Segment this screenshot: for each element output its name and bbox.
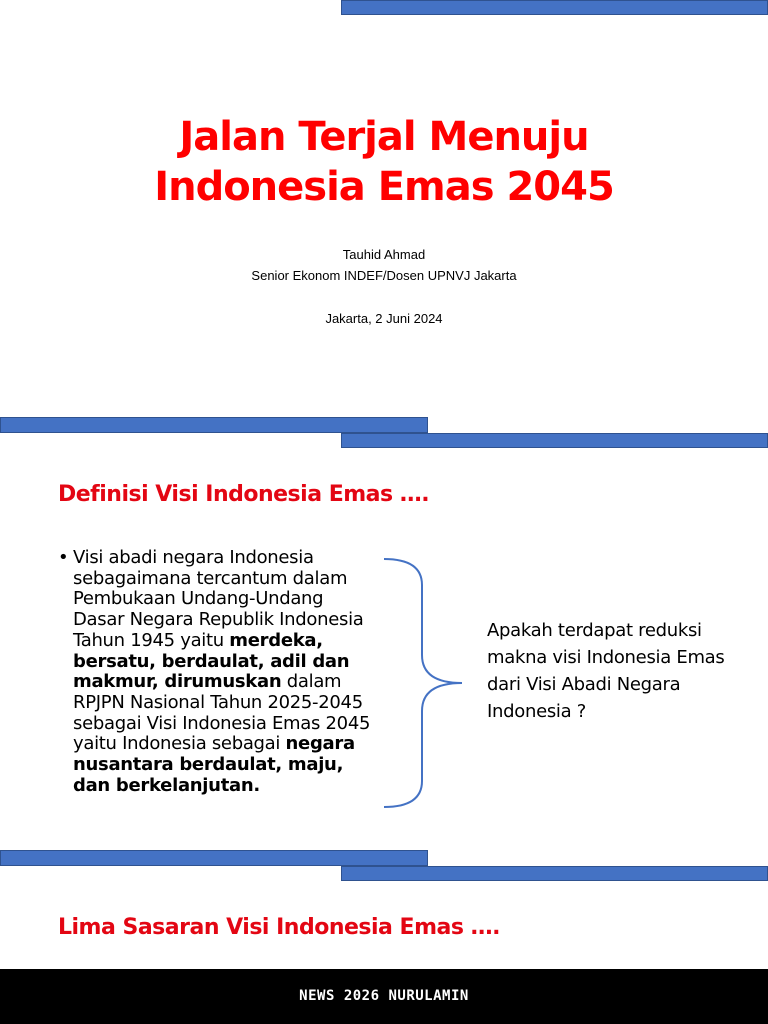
slide2-bullet xyxy=(58,548,378,796)
slide1-title xyxy=(0,112,768,212)
slide1-title-line1: Jalan Terjal Menuju xyxy=(179,114,589,160)
bullet-text-bold1: merdeka, bersatu, berdaulat, adil dan makmur, dirumuskan xyxy=(73,629,350,693)
slide1-bottom-bar xyxy=(0,417,428,433)
bullet-text-part1: Visi abadi negara Indonesia sebagaimana tercantum dalam Pembukaan Undang-Undang Dasar Negara Republik Indonesia Tahun 1945 yaitu xyxy=(73,547,364,651)
slide1-author: Tauhid Ahmad xyxy=(342,247,426,262)
bullet-marker: • xyxy=(58,547,69,568)
curly-brace xyxy=(380,555,470,811)
bullet-text xyxy=(73,548,378,796)
slide1-title-line2: Indonesia Emas 2045 xyxy=(154,164,614,210)
bullet-text-bold2: negara nusantara berdaulat, maju, dan berkelanjutan. xyxy=(73,733,355,796)
slide1-date: Jakarta, 2 Juni 2024 xyxy=(325,311,443,326)
slide2-heading: Definisi Visi Indonesia Emas …. xyxy=(58,482,430,507)
slide1-position: Senior Ekonom INDEF/Dosen UPNVJ Jakarta xyxy=(251,268,517,283)
slide3-heading: Lima Sasaran Visi Indonesia Emas …. xyxy=(58,915,500,940)
slide2-question: Apakah terdapat reduksi makna visi Indonesia Emas dari Visi Abadi Negara Indonesia ? xyxy=(487,620,725,722)
footer-banner: NEWS 2026 NURULAMIN xyxy=(0,969,768,1024)
slide3-top-bar xyxy=(341,866,768,881)
bullet-text-part2: dalam RPJPN Nasional Tahun 2025-2045 sebagai Visi Indonesia Emas 2045 yaitu Indonesia sebagai xyxy=(73,671,371,755)
slide1-top-bar xyxy=(341,0,768,15)
slide2-top-bar xyxy=(341,433,768,448)
slide2-bottom-bar xyxy=(0,850,428,866)
